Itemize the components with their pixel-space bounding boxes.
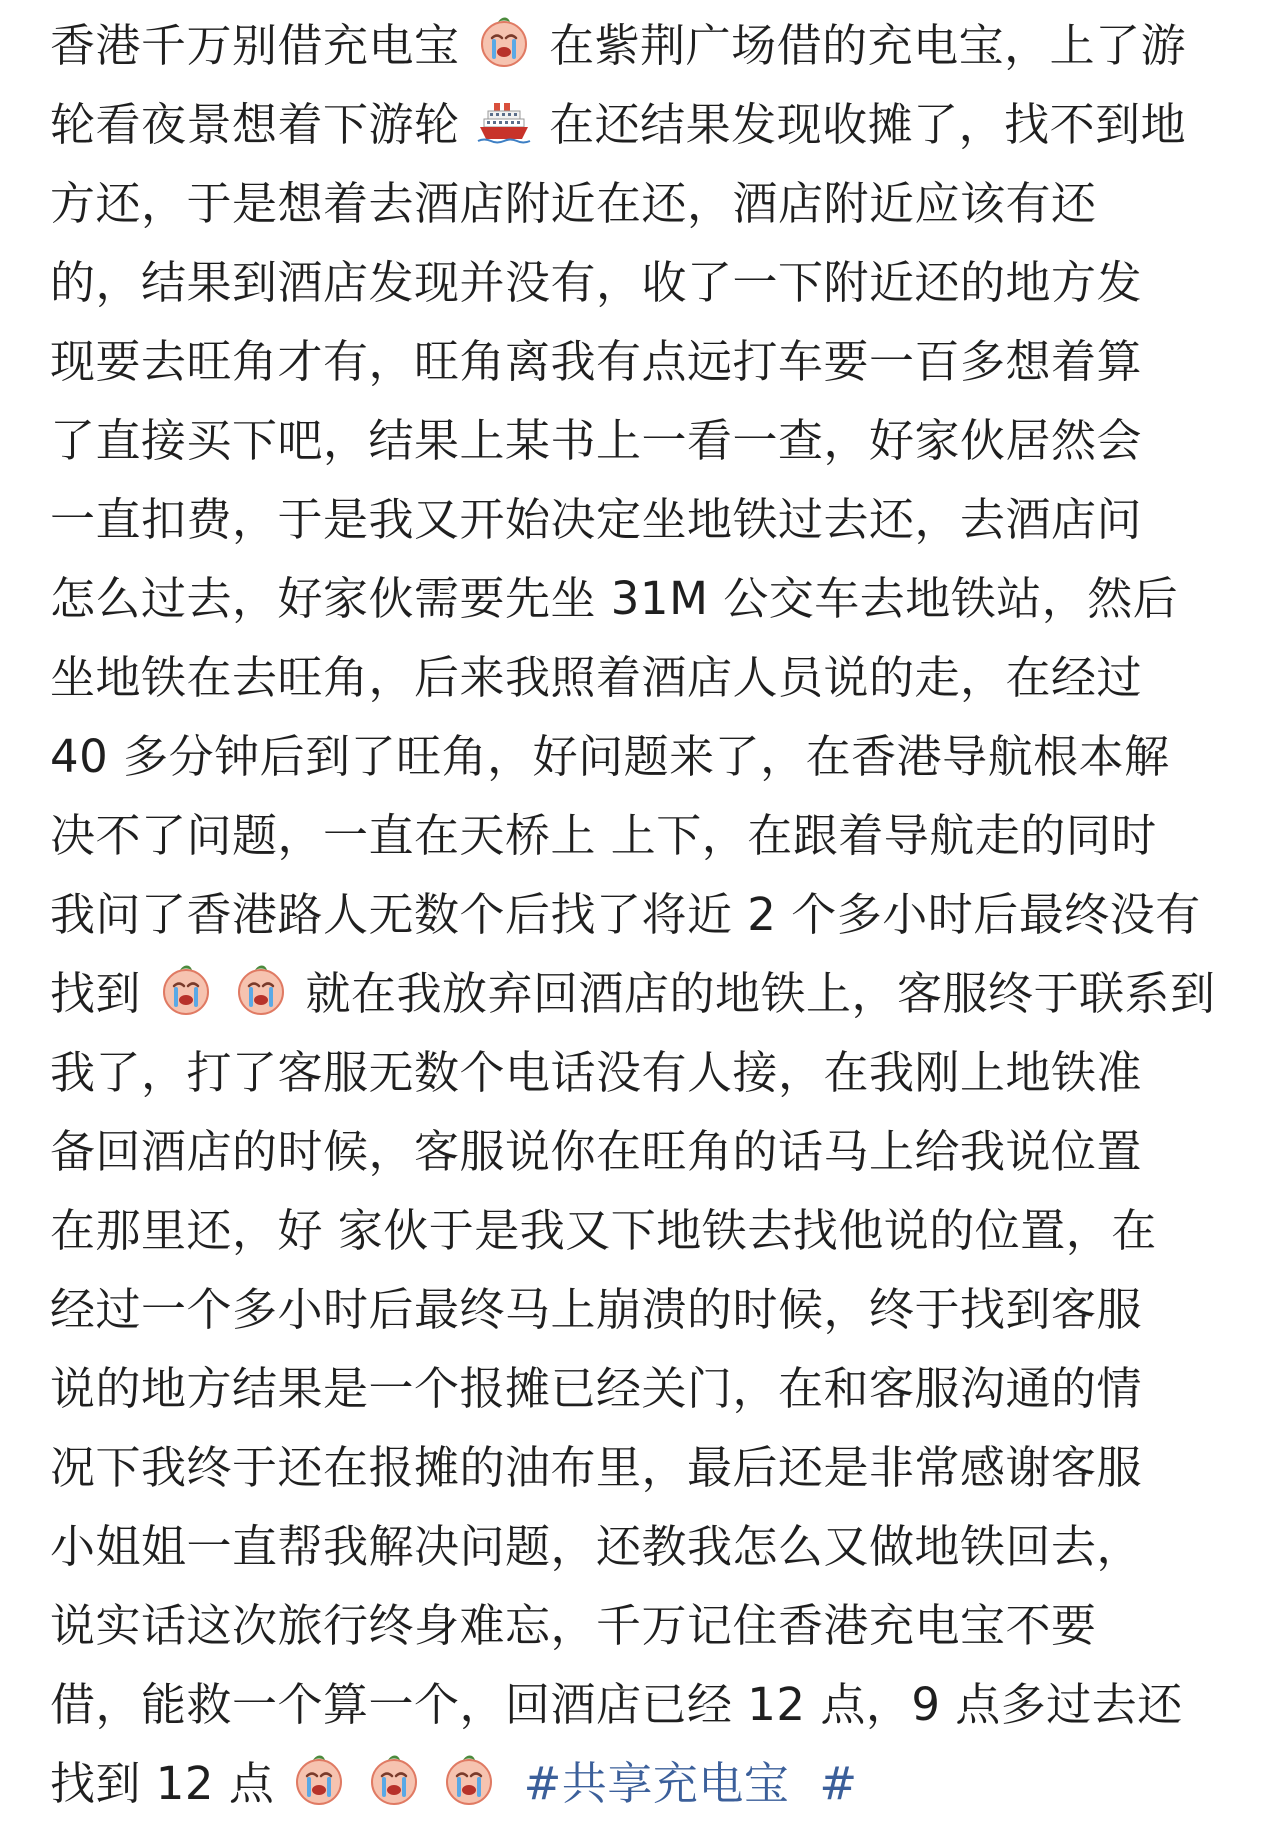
post-line: [50, 638, 1260, 717]
post-line: [50, 322, 1260, 401]
post-text-segment: 小姐姐一直帮我解决问题，还教我怎么又做地铁回去，: [50, 1520, 1143, 1573]
post-text-segment: 在紫荆广场借的充电宝，上了游: [549, 19, 1187, 72]
post-text-segment: 说的地方结果是一个报摊已经关门，在和客服沟通的情: [50, 1362, 1143, 1415]
post-line: [50, 1191, 1260, 1270]
post-line: [50, 401, 1260, 480]
post-text-segment: 借，能救一个算一个，回酒店已经 12 点，9 点多过去还: [50, 1678, 1183, 1731]
post-text-segment: 方还，于是想着去酒店附近在还，酒店附近应该有还: [50, 177, 1097, 230]
post-line: [50, 1586, 1260, 1665]
post-line: [50, 1428, 1260, 1507]
post-line: [50, 717, 1260, 796]
crying-face-icon: [476, 14, 532, 70]
post-line: [50, 480, 1260, 559]
post-text-segment: 况下我终于还在报摊的油布里，最后还是非常感谢客服: [50, 1441, 1143, 1494]
post-line: [50, 1270, 1260, 1349]
post-line: [50, 1744, 1260, 1823]
post-line: [50, 164, 1260, 243]
post-text-segment: 我了，打了客服无数个电话没有人接，在我刚上地铁准: [50, 1046, 1143, 1099]
post-text-segment: 一直扣费，于是我又开始决定坐地铁过去还，去酒店问: [50, 493, 1143, 546]
post-line: [50, 1507, 1260, 1586]
post-line: [50, 1665, 1260, 1744]
post-line: [50, 796, 1260, 875]
post-line: [50, 559, 1260, 638]
post-text-segment: 就在我放弃回酒店的地铁上，客服终于联系到: [305, 967, 1216, 1020]
post-text-segment: 的，结果到酒店发现并没有，收了一下附近还的地方发: [50, 256, 1143, 309]
post-text-segment: 香港千万别借充电宝: [50, 19, 460, 72]
post-text-segment: 备回酒店的时候，客服说你在旺角的话马上给我说位置: [50, 1125, 1143, 1178]
crying-face-icon: [441, 1752, 497, 1808]
post-line: [50, 6, 1260, 85]
post-line: [50, 1112, 1260, 1191]
hashtag-link[interactable]: #共享充电宝: [523, 1757, 790, 1810]
post-text-segment: 怎么过去，好家伙需要先坐 31M 公交车去地铁站，然后: [50, 572, 1179, 625]
post-text-segment: 找到 12 点: [50, 1757, 275, 1810]
post-text-segment: 经过一个多小时后最终马上崩溃的时候，终于找到客服: [50, 1283, 1143, 1336]
post-text-segment: 我问了香港路人无数个后找了将近 2 个多小时后最终没有: [50, 888, 1201, 941]
hashtag-input-marker[interactable]: #: [819, 1757, 858, 1810]
post-text-segment: 了直接买下吧，结果上某书上一看一查，好家伙居然会: [50, 414, 1143, 467]
crying-face-icon: [366, 1752, 422, 1808]
post-text-segment: 在那里还，好 家伙于是我又下地铁去找他说的位置，在: [50, 1204, 1157, 1257]
crying-face-icon: [158, 962, 214, 1018]
post-text: [50, 6, 1260, 1823]
post-body: [50, 6, 1260, 1823]
post-text-segment: 轮看夜景想着下游轮: [50, 98, 460, 151]
post-line: [50, 85, 1260, 164]
post-text-segment: 在还结果发现收摊了，找不到地: [549, 98, 1187, 151]
post-text-segment: 现要去旺角才有，旺角离我有点远打车要一百多想着算: [50, 335, 1143, 388]
post-line: [50, 875, 1260, 954]
post-line: [50, 1349, 1260, 1428]
post-text-segment: 说实话这次旅行终身难忘，千万记住香港充电宝不要: [50, 1599, 1097, 1652]
post-text-segment: 找到: [50, 967, 142, 1020]
post-text-segment: 决不了问题，一直在天桥上 上下，在跟着导航走的同时: [50, 809, 1157, 862]
crying-face-icon: [291, 1752, 347, 1808]
crying-face-icon: [233, 962, 289, 1018]
post-line: [50, 1033, 1260, 1112]
cruise-ship-icon: [476, 93, 532, 149]
post-text-segment: 坐地铁在去旺角，后来我照着酒店人员说的走，在经过: [50, 651, 1143, 704]
post-line: [50, 954, 1260, 1033]
post-line: [50, 243, 1260, 322]
post-text-segment: 40 多分钟后到了旺角，好问题来了，在香港导航根本解: [50, 730, 1170, 783]
